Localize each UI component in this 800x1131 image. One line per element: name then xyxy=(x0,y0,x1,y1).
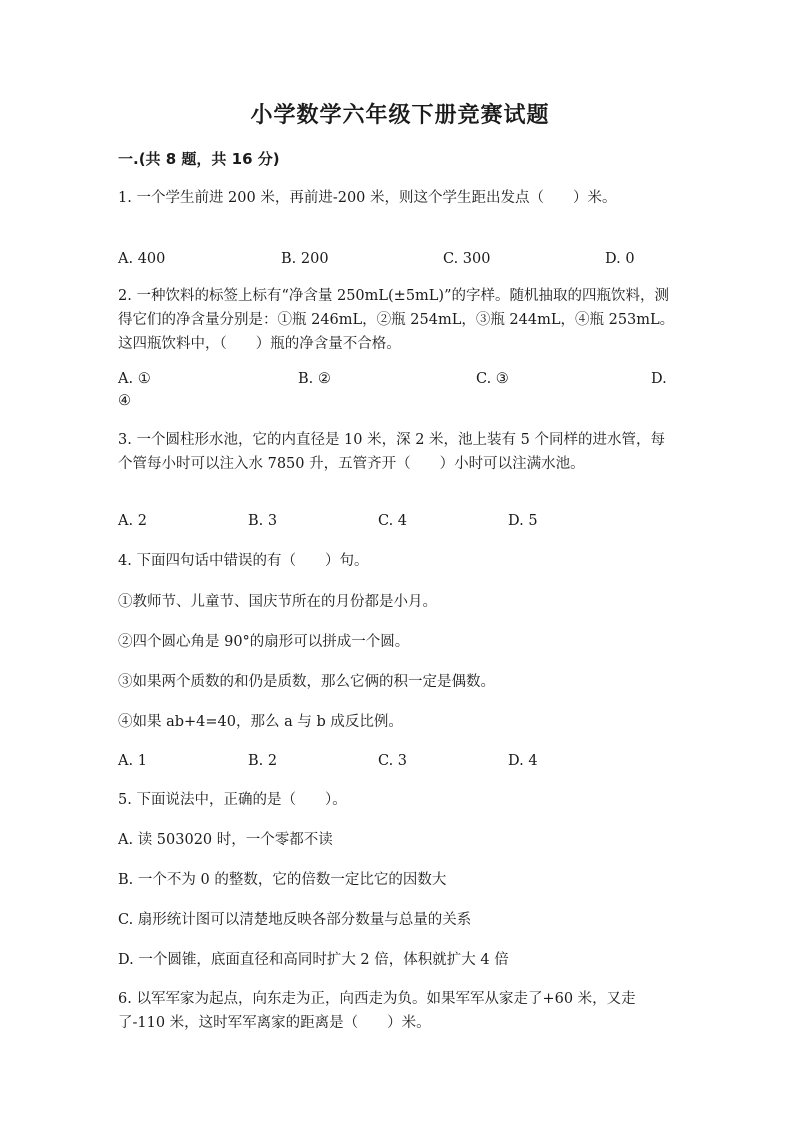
option-c: C. ③ xyxy=(476,371,509,387)
option-c: C. 300 xyxy=(443,251,491,267)
question-3: 3. 一个圆柱形水池，它的内直径是 10 米，深 2 米，池上装有 5 个同样的进水管，每个管每小时可以注入水 7850 升，五管齐开（ ）小时可以注满水池。 xyxy=(118,432,665,472)
page-title: 小学数学六年级下册竞赛试题 xyxy=(250,103,550,128)
section-header: 一.(共 8 题，共 16 分) xyxy=(118,150,280,168)
question-2: 2. 一种饮料的标签上标有“净含量 250mL(±5mL)”的字样。随机抽取的四瓶饮料，测得它们的净含量分别是：①瓶 246mL，②瓶 254mL，③瓶 244mL，④瓶 253mL。这四瓶饮料中，（ ）瓶的净含量不合格。 xyxy=(118,288,675,352)
option-c: C. 扇形统计图可以清楚地反映各部分数量与总量的关系 xyxy=(118,912,472,928)
option-b: B. 200 xyxy=(281,251,329,267)
option-a: A. ① xyxy=(118,371,151,387)
statement-2: ②四个圆心角是 90°的扇形可以拼成一个圆。 xyxy=(118,634,410,650)
question-1: 1. 一个学生前进 200 米，再前进-200 米，则这个学生距出发点（ ）米。 xyxy=(118,190,617,206)
option-d-text: ④ xyxy=(118,393,131,409)
option-a: A. 400 xyxy=(118,251,166,267)
question-5: 5. 下面说法中，正确的是（ ）。 xyxy=(118,792,347,808)
option-d: D. 0 xyxy=(605,251,635,267)
option-d: D. xyxy=(651,371,667,387)
question-6: 6. 以军军家为起点，向东走为正，向西走为负。如果军军从家走了+60 米，又走了-110 米，这时军军离家的距离是（ ）米。 xyxy=(118,991,636,1031)
option-b: B. 一个不为 0 的整数，它的倍数一定比它的因数大 xyxy=(118,872,447,888)
option-a: A. 读 503020 时，一个零都不读 xyxy=(118,832,333,848)
option-b: B. ② xyxy=(298,371,331,387)
question-2-options xyxy=(118,368,678,414)
option-d: D. 5 xyxy=(508,513,538,529)
option-c: C. 4 xyxy=(378,513,408,529)
option-d: D. 4 xyxy=(508,753,538,769)
option-c: C. 3 xyxy=(378,753,408,769)
option-b: B. 3 xyxy=(248,513,278,529)
option-a: A. 1 xyxy=(118,753,147,769)
option-d: D. 一个圆锥，底面直径和高同时扩大 2 倍，体积就扩大 4 倍 xyxy=(118,952,509,968)
statement-4: ④如果 ab+4=40，那么 a 与 b 成反比例。 xyxy=(118,714,403,730)
option-a: A. 2 xyxy=(118,513,147,529)
option-b: B. 2 xyxy=(248,753,278,769)
question-4: 4. 下面四句话中错误的有（ ）句。 xyxy=(118,553,369,569)
statement-1: ①教师节、儿童节、国庆节所在的月份都是小月。 xyxy=(118,594,437,610)
statement-3: ③如果两个质数的和仍是质数，那么它俩的积一定是偶数。 xyxy=(118,674,495,690)
